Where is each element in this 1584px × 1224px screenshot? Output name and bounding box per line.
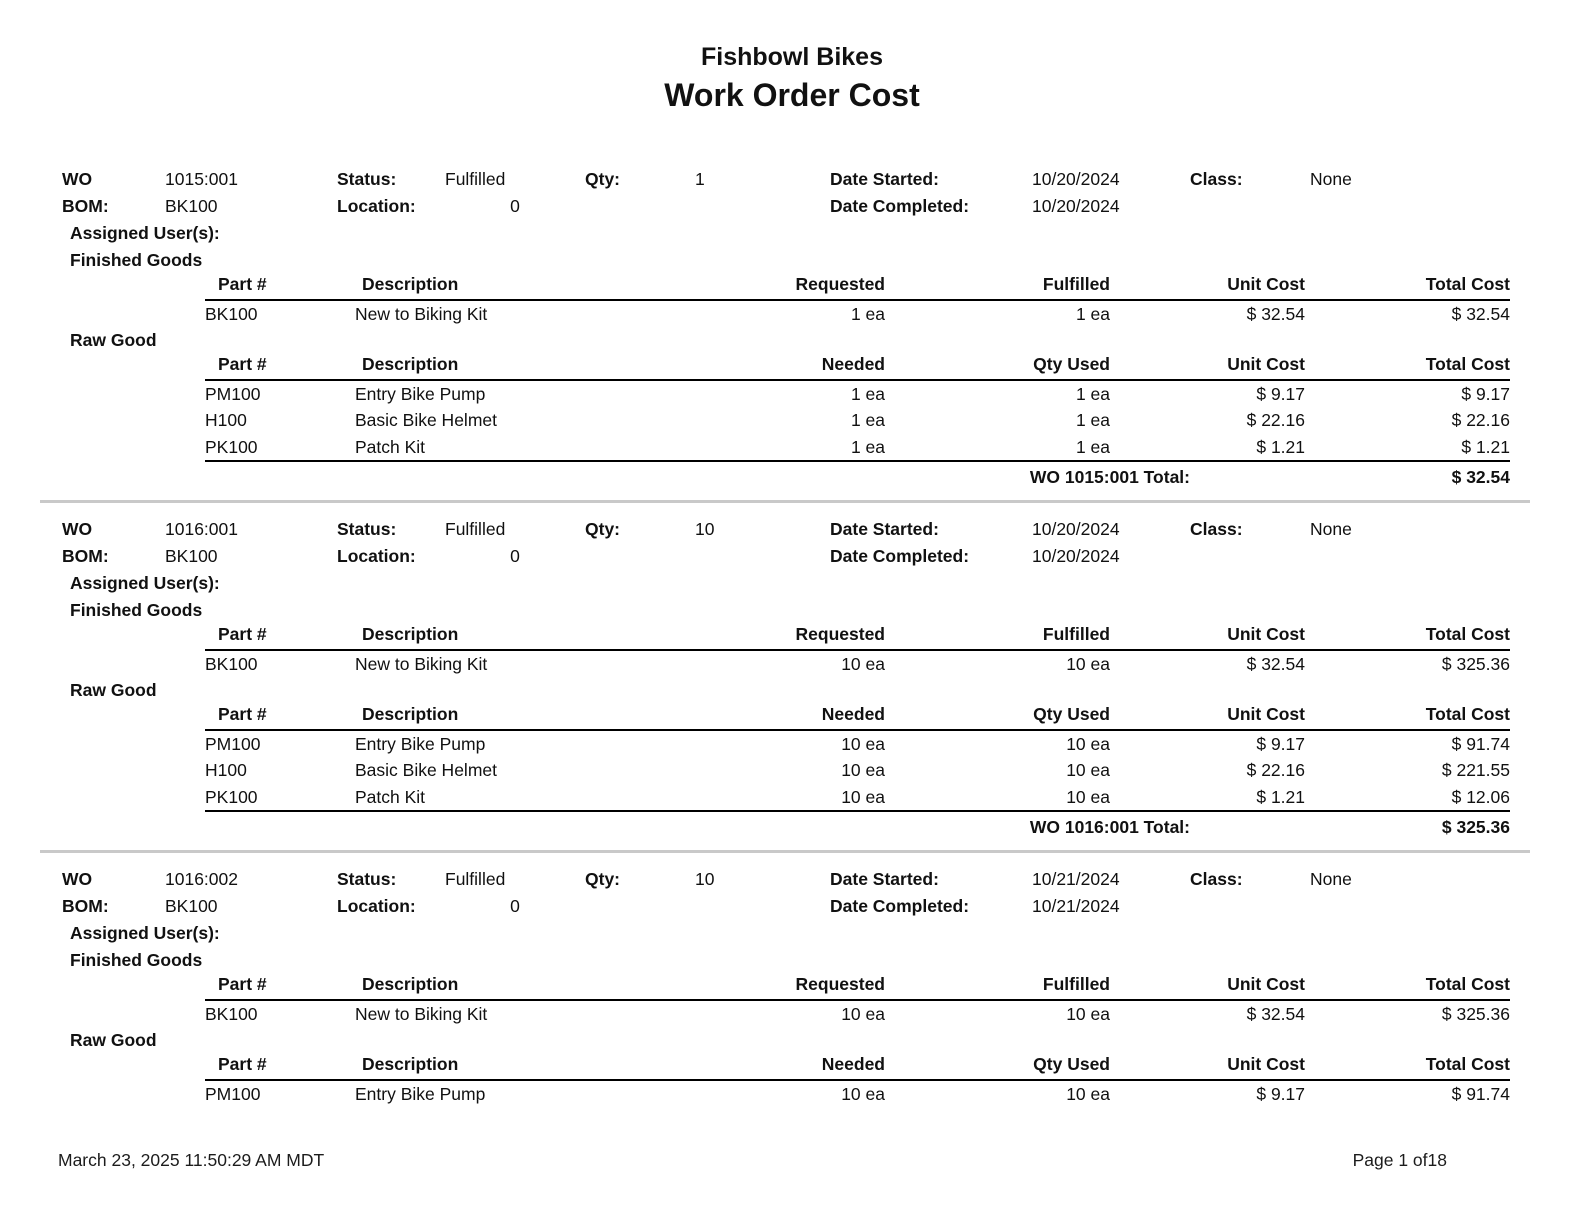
cell: BK100 xyxy=(205,1003,258,1024)
raw-goods-table xyxy=(205,1054,1510,1107)
cell: $ 9.17 xyxy=(1256,383,1305,404)
cell: $ 91.74 xyxy=(1451,1083,1510,1104)
column-header: Requested xyxy=(685,274,885,300)
cell: 1 ea xyxy=(1075,436,1110,457)
cell: $ 22.16 xyxy=(1246,410,1305,431)
column-header: Description xyxy=(355,274,685,300)
column-header: Description xyxy=(355,1054,685,1080)
spacer xyxy=(1190,543,1310,570)
column-header: Requested xyxy=(685,974,885,1000)
section-divider xyxy=(40,850,1530,853)
column-header: Unit Cost xyxy=(1110,1054,1305,1080)
work-order-info xyxy=(62,166,1584,274)
column-header: Unit Cost xyxy=(1110,274,1305,300)
column-header: Description xyxy=(355,624,685,650)
cell: Entry Bike Pump xyxy=(355,1083,486,1104)
spacer xyxy=(733,193,830,220)
bom-label: BOM: xyxy=(62,896,109,917)
cell: 10 ea xyxy=(841,786,885,807)
table-row xyxy=(205,1080,1510,1107)
spacer xyxy=(733,166,830,193)
work-order-section xyxy=(0,866,1584,1107)
spacer xyxy=(1310,893,1584,920)
wo-label: WO xyxy=(62,519,93,540)
cell: 10 ea xyxy=(841,733,885,754)
column-header: Total Cost xyxy=(1305,1054,1510,1080)
cell: 10 ea xyxy=(1066,1083,1110,1104)
status-label: Status: xyxy=(337,519,397,540)
location-value: 0 xyxy=(510,896,520,917)
cell: $ 9.17 xyxy=(1256,1083,1305,1104)
column-header: Total Cost xyxy=(1305,354,1510,380)
cell: 1 ea xyxy=(850,383,885,404)
finished-goods-label: Finished Goods xyxy=(70,250,203,271)
finished-goods-label: Finished Goods xyxy=(70,600,203,621)
table-header-row xyxy=(205,974,1510,1000)
spacer xyxy=(733,866,830,893)
column-header: Part # xyxy=(205,274,355,300)
spacer xyxy=(695,893,733,920)
cell: PM100 xyxy=(205,383,261,404)
cell: New to Biking Kit xyxy=(355,1003,488,1024)
class-label: Class: xyxy=(1190,169,1243,190)
cell: PM100 xyxy=(205,733,261,754)
cell: $ 325.36 xyxy=(1441,1003,1510,1024)
column-header: Total Cost xyxy=(1305,974,1510,1000)
location-label: Location: xyxy=(337,196,416,217)
column-header: Needed xyxy=(685,704,885,730)
class-value: None xyxy=(1310,519,1352,540)
table-row xyxy=(205,434,1510,461)
wo-number: 1016:002 xyxy=(165,869,238,890)
cell: 10 ea xyxy=(841,1083,885,1104)
date-completed-value: 10/21/2024 xyxy=(1032,896,1120,917)
date-started-label: Date Started: xyxy=(830,519,939,540)
table-row xyxy=(205,407,1510,434)
cell: Basic Bike Helmet xyxy=(355,760,497,781)
spacer xyxy=(585,893,695,920)
assigned-users-label: Assigned User(s): xyxy=(70,923,220,944)
cell: Patch Kit xyxy=(355,786,426,807)
info-grid xyxy=(62,166,1584,220)
spacer xyxy=(695,543,733,570)
cell: 10 ea xyxy=(1066,1003,1110,1024)
date-started-label: Date Started: xyxy=(830,869,939,890)
cell: 1 ea xyxy=(850,303,885,324)
cell: PM100 xyxy=(205,1083,261,1104)
cell: New to Biking Kit xyxy=(355,653,488,674)
finished-goods-table xyxy=(205,274,1510,327)
cell: 1 ea xyxy=(1075,410,1110,431)
wo-total-row xyxy=(205,462,1510,492)
class-value: None xyxy=(1310,169,1352,190)
spacer xyxy=(1310,193,1584,220)
table-header-row xyxy=(205,354,1510,380)
date-started-value: 10/20/2024 xyxy=(1032,169,1120,190)
date-completed-label: Date Completed: xyxy=(830,196,970,217)
spacer xyxy=(733,543,830,570)
assigned-users-label: Assigned User(s): xyxy=(70,223,220,244)
cell: $ 1.21 xyxy=(1256,786,1305,807)
date-completed-value: 10/20/2024 xyxy=(1032,196,1120,217)
column-header: Part # xyxy=(205,974,355,1000)
column-header: Description xyxy=(355,974,685,1000)
status-label: Status: xyxy=(337,869,397,890)
status-value: Fulfilled xyxy=(445,869,506,890)
cell: $ 22.16 xyxy=(1246,760,1305,781)
table-row xyxy=(205,380,1510,407)
cell: 10 ea xyxy=(1066,733,1110,754)
generated-timestamp: March 23, 2025 11:50:29 AM MDT xyxy=(58,1150,325,1170)
table-row xyxy=(205,784,1510,811)
column-header: Unit Cost xyxy=(1110,354,1305,380)
column-header: Total Cost xyxy=(1305,704,1510,730)
cell: $ 1.21 xyxy=(1256,436,1305,457)
column-header: Needed xyxy=(685,1054,885,1080)
spacer xyxy=(733,893,830,920)
cell: 10 ea xyxy=(1066,653,1110,674)
date-completed-label: Date Completed: xyxy=(830,896,970,917)
page-title: Work Order Cost xyxy=(664,77,920,113)
cell: 10 ea xyxy=(1066,786,1110,807)
bom-value: BK100 xyxy=(165,196,218,217)
page-footer xyxy=(58,1150,1447,1171)
column-header: Unit Cost xyxy=(1110,974,1305,1000)
class-value: None xyxy=(1310,869,1352,890)
bom-value: BK100 xyxy=(165,896,218,917)
wo-total-label: WO 1016:001 Total: xyxy=(1029,817,1190,838)
date-completed-label: Date Completed: xyxy=(830,546,970,567)
date-started-label: Date Started: xyxy=(830,169,939,190)
cell: $ 32.54 xyxy=(1451,303,1510,324)
table-header-row xyxy=(205,1054,1510,1080)
spacer xyxy=(585,543,695,570)
work-order-section xyxy=(0,516,1584,853)
cell: 10 ea xyxy=(841,653,885,674)
work-order-info xyxy=(62,516,1584,624)
wo-label: WO xyxy=(62,169,93,190)
class-label: Class: xyxy=(1190,519,1243,540)
qty-value: 1 xyxy=(695,169,705,190)
bom-label: BOM: xyxy=(62,196,109,217)
cell: Basic Bike Helmet xyxy=(355,410,497,431)
raw-good-label: Raw Good xyxy=(70,330,157,351)
work-order-info xyxy=(62,866,1584,974)
cell: 10 ea xyxy=(1066,760,1110,781)
table-header-row xyxy=(205,274,1510,300)
table-row xyxy=(205,757,1510,784)
cell: $ 91.74 xyxy=(1451,733,1510,754)
column-header: Part # xyxy=(205,1054,355,1080)
cell: 1 ea xyxy=(1075,303,1110,324)
cell: 1 ea xyxy=(1075,383,1110,404)
work-order-section xyxy=(0,166,1584,503)
status-label: Status: xyxy=(337,169,397,190)
wo-total-value: $ 32.54 xyxy=(1451,467,1510,488)
location-value: 0 xyxy=(510,196,520,217)
column-header: Part # xyxy=(205,624,355,650)
cell: $ 221.55 xyxy=(1441,760,1510,781)
wo-total-value: $ 325.36 xyxy=(1441,817,1510,838)
qty-label: Qty: xyxy=(585,519,620,540)
raw-goods-table xyxy=(205,354,1510,462)
column-header: Qty Used xyxy=(885,1054,1110,1080)
column-header: Unit Cost xyxy=(1110,624,1305,650)
cell: $ 32.54 xyxy=(1246,303,1305,324)
spacer xyxy=(1190,893,1310,920)
class-label: Class: xyxy=(1190,869,1243,890)
date-started-value: 10/20/2024 xyxy=(1032,519,1120,540)
qty-value: 10 xyxy=(695,869,715,890)
wo-total-label: WO 1015:001 Total: xyxy=(1029,467,1190,488)
wo-total-row xyxy=(205,812,1510,842)
status-value: Fulfilled xyxy=(445,169,506,190)
spacer xyxy=(695,193,733,220)
cell: $ 32.54 xyxy=(1246,1003,1305,1024)
cell: PK100 xyxy=(205,436,258,457)
cell: $ 32.54 xyxy=(1246,653,1305,674)
status-value: Fulfilled xyxy=(445,519,506,540)
column-header: Fulfilled xyxy=(885,624,1110,650)
cell: 10 ea xyxy=(841,1003,885,1024)
info-grid xyxy=(62,516,1584,570)
cell: PK100 xyxy=(205,786,258,807)
location-value: 0 xyxy=(510,546,520,567)
table-row xyxy=(205,1000,1510,1027)
qty-label: Qty: xyxy=(585,869,620,890)
bom-label: BOM: xyxy=(62,546,109,567)
wo-number: 1015:001 xyxy=(165,169,238,190)
assigned-users-label: Assigned User(s): xyxy=(70,573,220,594)
cell: 10 ea xyxy=(841,760,885,781)
wo-label: WO xyxy=(62,869,93,890)
raw-goods-table xyxy=(205,704,1510,812)
cell: Patch Kit xyxy=(355,436,426,457)
spacer xyxy=(1310,543,1584,570)
cell: New to Biking Kit xyxy=(355,303,488,324)
column-header: Description xyxy=(355,704,685,730)
column-header: Requested xyxy=(685,624,885,650)
cell: BK100 xyxy=(205,303,258,324)
location-label: Location: xyxy=(337,546,416,567)
bom-value: BK100 xyxy=(165,546,218,567)
cell: $ 9.17 xyxy=(1461,383,1510,404)
table-row xyxy=(205,300,1510,327)
column-header: Part # xyxy=(205,704,355,730)
wo-number: 1016:001 xyxy=(165,519,238,540)
column-header: Qty Used xyxy=(885,704,1110,730)
cell: 1 ea xyxy=(850,436,885,457)
date-started-value: 10/21/2024 xyxy=(1032,869,1120,890)
cell: $ 325.36 xyxy=(1441,653,1510,674)
section-divider xyxy=(40,500,1530,503)
column-header: Fulfilled xyxy=(885,974,1110,1000)
cell: H100 xyxy=(205,760,247,781)
spacer xyxy=(585,193,695,220)
date-completed-value: 10/20/2024 xyxy=(1032,546,1120,567)
column-header: Total Cost xyxy=(1305,274,1510,300)
page-number: Page 1 of18 xyxy=(1352,1150,1447,1170)
column-header: Fulfilled xyxy=(885,274,1110,300)
spacer xyxy=(733,516,830,543)
report-header xyxy=(0,0,1584,114)
column-header: Unit Cost xyxy=(1110,704,1305,730)
cell: $ 1.21 xyxy=(1461,436,1510,457)
column-header: Needed xyxy=(685,354,885,380)
location-label: Location: xyxy=(337,896,416,917)
raw-good-label: Raw Good xyxy=(70,1030,157,1051)
cell: $ 12.06 xyxy=(1451,786,1510,807)
column-header: Description xyxy=(355,354,685,380)
table-row xyxy=(205,650,1510,677)
finished-goods-table xyxy=(205,624,1510,677)
cell: Entry Bike Pump xyxy=(355,733,486,754)
cell: $ 22.16 xyxy=(1451,410,1510,431)
cell: Entry Bike Pump xyxy=(355,383,486,404)
raw-good-label: Raw Good xyxy=(70,680,157,701)
company-name: Fishbowl Bikes xyxy=(701,43,883,71)
info-grid xyxy=(62,866,1584,920)
cell: 1 ea xyxy=(850,410,885,431)
finished-goods-table xyxy=(205,974,1510,1027)
cell: BK100 xyxy=(205,653,258,674)
table-row xyxy=(205,730,1510,757)
finished-goods-label: Finished Goods xyxy=(70,950,203,971)
spacer xyxy=(1190,193,1310,220)
column-header: Total Cost xyxy=(1305,624,1510,650)
qty-value: 10 xyxy=(695,519,715,540)
qty-label: Qty: xyxy=(585,169,620,190)
table-header-row xyxy=(205,704,1510,730)
table-header-row xyxy=(205,624,1510,650)
column-header: Part # xyxy=(205,354,355,380)
column-header: Qty Used xyxy=(885,354,1110,380)
cell: $ 9.17 xyxy=(1256,733,1305,754)
cell: H100 xyxy=(205,410,247,431)
